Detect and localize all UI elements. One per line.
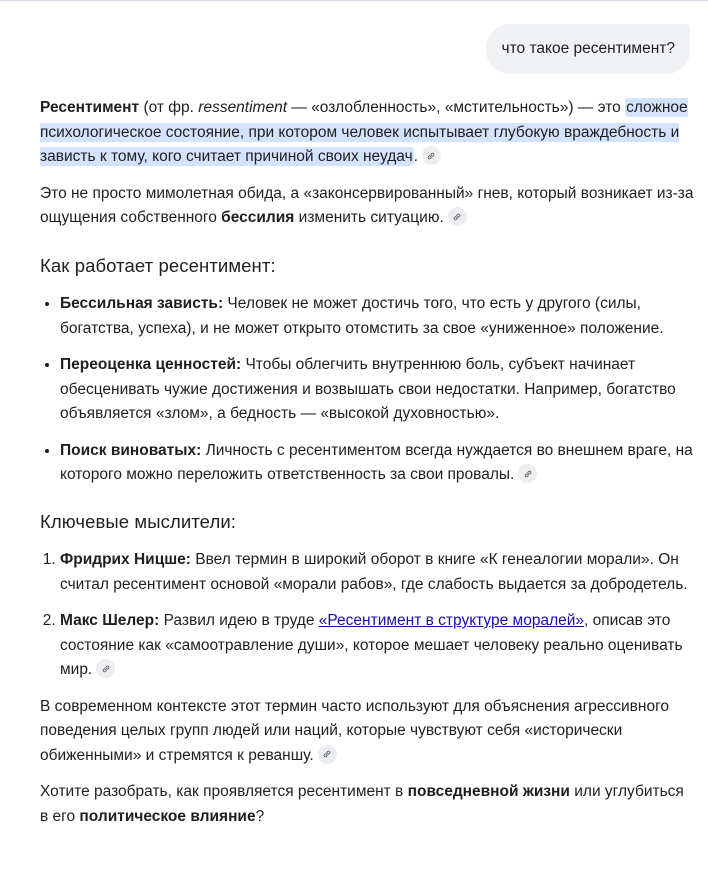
p2-before: Это не просто мимолетная обида, а «законсервированный» гнев, который возникает из-за ощущения собственного — [40, 184, 694, 226]
closing-after: ? — [255, 807, 265, 825]
citation-link-icon[interactable] — [318, 745, 337, 764]
assistant-response — [40, 96, 695, 829]
user-message-bubble — [486, 24, 690, 74]
section-heading-how-it-works: Как работает ресентимент: — [40, 254, 276, 276]
list-item — [60, 353, 695, 427]
term-bold: Ресентимент — [40, 99, 140, 116]
origin-prefix: (от фр. — [139, 99, 199, 116]
list-item-title: Фридрих Ницше: — [60, 551, 191, 568]
list-item-text: Развил идею в труде — [159, 612, 319, 629]
list-item-text: Чтобы облегчить внутреннюю боль, субъект начинает обесценивать чужие достижения и возвышать свои недостатки. Например, богатство объявляется «злом», а бедность — «высокой духовностью». — [60, 356, 676, 422]
list-item-title: Бессильная зависть: — [60, 295, 224, 312]
list-item — [60, 439, 695, 488]
list-item-title: Макс Шелер: — [60, 612, 160, 629]
section-heading-key-thinkers: Ключевые мыслители: — [40, 510, 237, 532]
list-item — [60, 548, 695, 597]
p2-after: изменить ситуацию. — [294, 209, 444, 226]
list-item-title: Переоценка ценностей: — [60, 356, 242, 373]
list-item-text: Человек не может достичь того, что есть у другого (силы, богатства, успеха), и не может открыто отомстить за свое «униженное» положение. — [60, 295, 664, 337]
modern-context-paragraph — [40, 695, 695, 769]
list-item-title: Поиск виноватых: — [60, 441, 202, 459]
citation-link-icon[interactable] — [96, 659, 115, 678]
list-item-text: Личность с ресентиментом всегда нуждается во внешнем враге, на которого можно переложить ответственность за свои провалы. — [60, 441, 693, 483]
book-link[interactable]: «Ресентимент в структуре моралей» — [318, 612, 585, 629]
closing-before: Хотите разобрать, как проявляется ресентимент в — [40, 783, 408, 800]
citation-link-icon[interactable] — [518, 464, 537, 483]
citation-link-icon[interactable] — [422, 146, 441, 165]
list-item-text: , описав это состояние как «самоотравление души», которое мешает человеку реально оценивать мир. — [60, 612, 683, 678]
citation-link-icon[interactable] — [448, 207, 467, 226]
explanation-paragraph — [40, 182, 695, 231]
top-divider — [0, 0, 708, 1]
key-thinkers-list — [40, 548, 695, 683]
how-it-works-list — [40, 292, 695, 488]
list-item — [60, 609, 695, 683]
origin-word: ressentiment — [198, 99, 288, 116]
closing-question-paragraph — [40, 780, 695, 829]
highlighted-definition[interactable]: сложное психологическое состояние, при котором человек испытывает глубокую враждебность и зависть к тому, кого считает причиной своих неудач — [40, 99, 688, 165]
origin-suffix: — «озлобленность», «мстительность») — это — [287, 99, 626, 116]
modern-context-text: В современном контексте этот термин часто используют для объяснения агрессивного поведения целых групп людей или наций, которые чувствуют себя «исторически обиженными» и стремятся к реваншу. — [40, 697, 669, 764]
closing-middle: или углубиться в его — [40, 783, 684, 825]
list-item-text: Ввел термин в широкий оборот в книге «К генеалогии морали». Он считал ресентимент основой «морали рабов», где слабость выдается за добродетель. — [60, 551, 688, 593]
closing-bold-political: политическое влияние — [79, 807, 256, 825]
intro-paragraph — [40, 96, 695, 170]
user-message-row — [486, 24, 690, 74]
p2-bold: бессилия — [221, 209, 295, 226]
list-item — [60, 292, 695, 341]
closing-bold-everyday: повседневной жизни — [407, 783, 570, 800]
intro-end: . — [413, 148, 418, 165]
user-message-text: что такое ресентимент? — [501, 40, 675, 57]
